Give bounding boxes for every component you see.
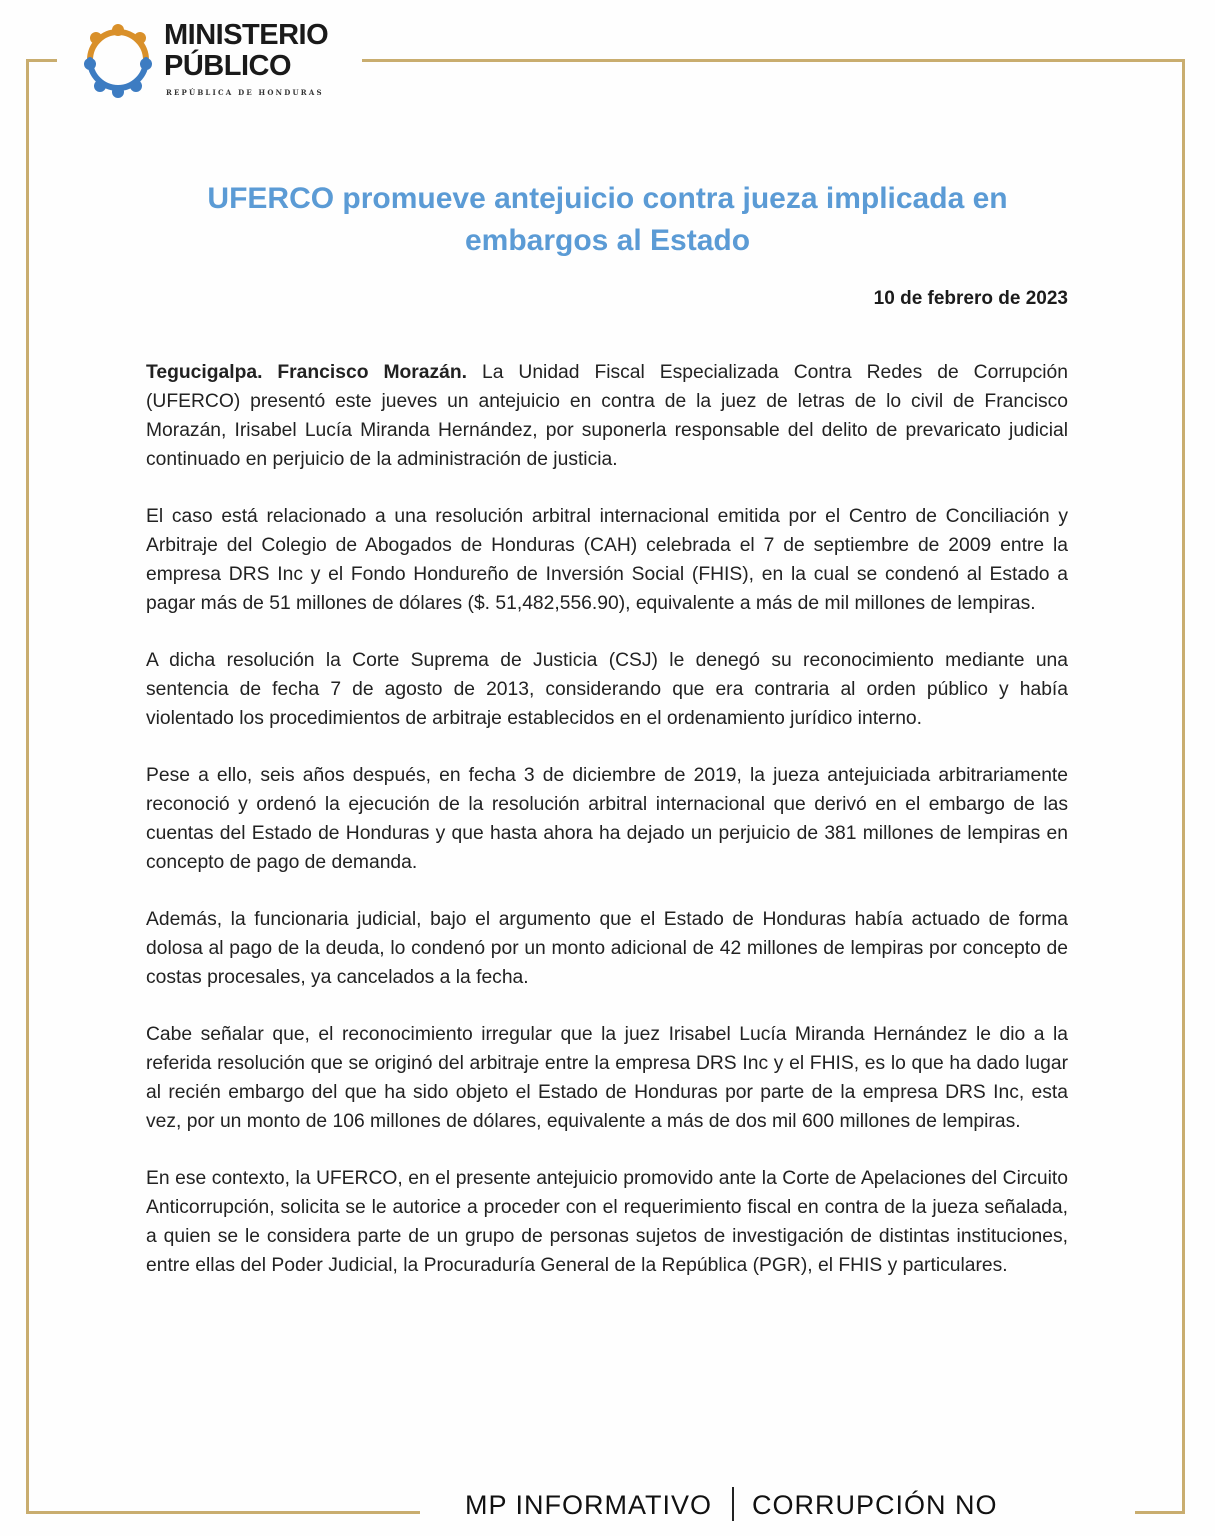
paragraph: Tegucigalpa. Francisco Morazán. La Unidad Fiscal Especializada Contra Redes de Corrupción (UFERCO) presentó este jueves un antejuicio en contra de la juez de letras de lo civil de Francisco Morazán, Irisabel Lucía Miranda Hernández, por suponerla responsable del delito de prevaricato judicial continuado en perjuicio de la administración de justicia. — [146, 362, 1068, 470]
org-subtitle: REPÚBLICA DE HONDURAS — [166, 88, 324, 97]
article-date: 10 de febrero de 2023 — [873, 288, 1068, 309]
article-title: UFERCO promueve antejuicio contra jueza implicada en embargos al Estado — [207, 182, 1008, 258]
paragraph: A dicha resolución la Corte Suprema de Justicia (CSJ) le denegó su reconocimiento mediante una sentencia de fecha 7 de agosto de 2013, considerando que era contraria al orden público y había violentado los procedimientos de arbitraje establecidos en el ordenamiento jurídico interno. — [146, 650, 1068, 729]
article-body — [146, 358, 1068, 1308]
org-name-line2: PÚBLICO — [164, 50, 291, 82]
paragraph: El caso está relacionado a una resolución arbitral internacional emitida por el Centro de Conciliación y Arbitraje del Colegio de Abogados de Honduras (CAH) celebrada el 7 de septiembre de 2009 entre la empresa DRS Inc y el Fondo Hondureño de Inversión Social (FHIS), en la cual se condenó al Estado a pagar más de 51 millones de dólares ($. 51,482,556.90), equivalente a más de mil millones de lempiras. — [146, 506, 1068, 614]
paragraph-lead: Tegucigalpa. Francisco Morazán. — [146, 362, 468, 383]
frame-top-right — [352, 59, 1185, 62]
paragraph: Pese a ello, seis años después, en fecha 3 de diciembre de 2019, la jueza antejuiciada arbitrariamente reconoció y ordenó la ejecución de la resolución arbitral internacional que derivó en el embargo de las cuentas del Estado de Honduras y que hasta ahora ha dejado un perjuicio de 381 millones de lempiras en concepto de pago de demanda. — [146, 765, 1068, 873]
frame-bottom-right — [1135, 1511, 1185, 1514]
people-circle-logo-icon — [78, 20, 158, 100]
frame-left — [26, 59, 29, 1514]
frame-right — [1182, 59, 1185, 1514]
footer-divider — [732, 1487, 734, 1521]
paragraph: Cabe señalar que, el reconocimiento irregular que la juez Irisabel Lucía Miranda Hernández le dio a la referida resolución que se originó del arbitraje entre la empresa DRS Inc y el FHIS, es lo que ha dado lugar al recién embargo del que ha sido objeto el Estado de Honduras por parte de la empresa DRS Inc, esta vez, por un monto de 106 millones de dólares, equivalente a más de dos mil 600 millones de lempiras. — [146, 1024, 1068, 1132]
paragraph: Además, la funcionaria judicial, bajo el argumento que el Estado de Honduras había actuado de forma dolosa al pago de la deuda, lo condenó por un monto adicional de 42 millones de lempiras por concepto de costas procesales, ya cancelados a la fecha. — [146, 909, 1068, 988]
frame-bottom-left — [26, 1511, 420, 1514]
ministerio-publico-logo — [72, 14, 362, 104]
footer-tagline — [465, 1487, 998, 1521]
footer-right: CORRUPCIÓN NO — [752, 1490, 998, 1520]
frame-top-left — [26, 59, 57, 62]
org-name — [164, 20, 328, 82]
footer-left: MP INFORMATIVO — [465, 1490, 713, 1520]
org-name-line1: MINISTERIO — [164, 19, 329, 51]
paragraph: En ese contexto, la UFERCO, en el presente antejuicio promovido ante la Corte de Apelaciones del Circuito Anticorrupción, solicita se le autorice a proceder con el requerimiento fiscal en contra de la jueza señalada, a quien se le considera parte de un grupo de personas sujetos de investigación de distintas instituciones, entre ellas del Poder Judicial, la Procuraduría General de la República (PGR), el FHIS y particulares. — [146, 1168, 1068, 1276]
